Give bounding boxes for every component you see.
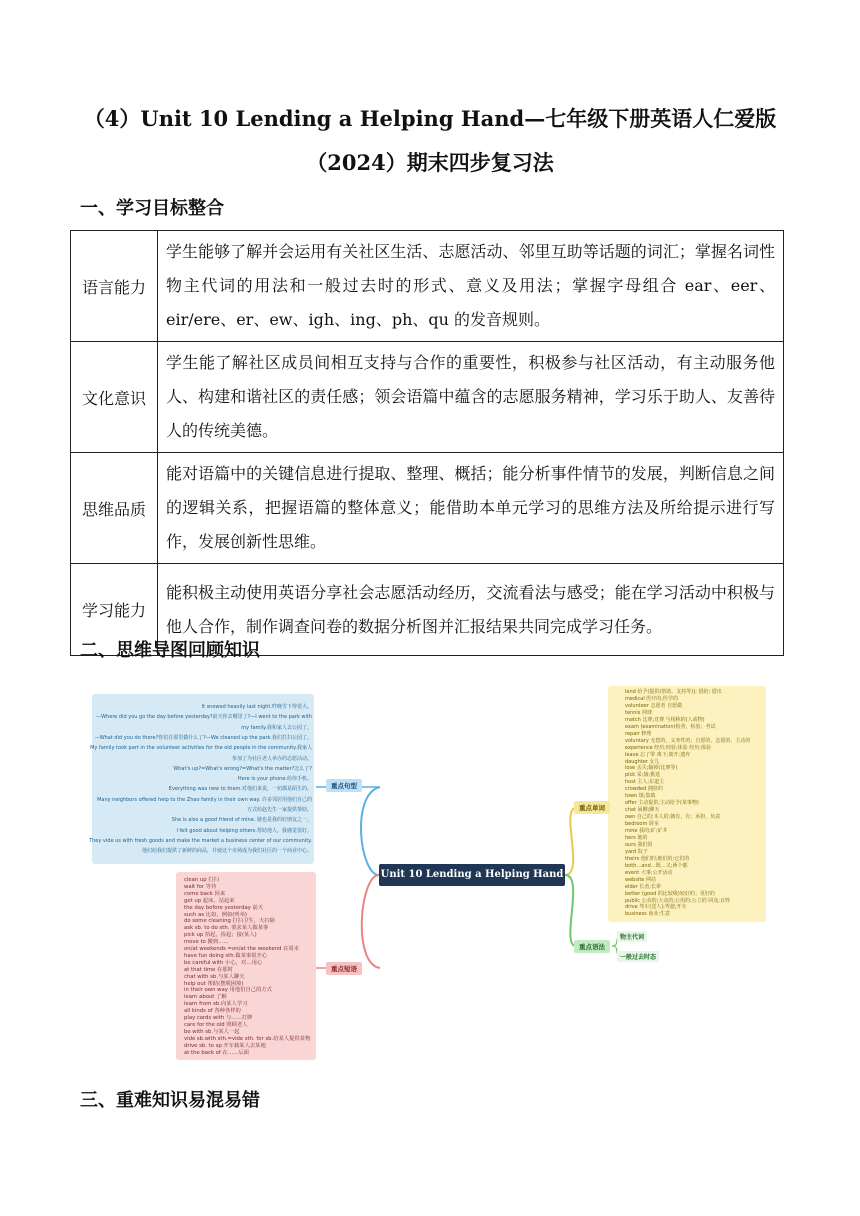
word-item: match 比赛;竞赛 与相称的(人或物) <box>625 716 705 723</box>
branch-sentences: 重点句型 <box>326 779 362 792</box>
section-heading-goals: 一、学习目标整合 <box>80 198 224 219</box>
section-heading-mindmap: 二、思维导图回顾知识 <box>80 640 260 661</box>
word-item: bedroom 卧室 <box>625 821 659 828</box>
word-item: exam (examination)检查，检验；考试 <box>625 723 716 730</box>
goal-category: 文化意识 <box>71 342 158 453</box>
word-item: public 公众的;大众的;公用的;公立的 同众;百姓 <box>625 897 730 904</box>
phrase-item: learn about 了解 <box>184 994 227 1001</box>
phrase-item: on/at weekends =on/at the weekend 在周末 <box>184 946 300 952</box>
section-heading-difficult-points: 三、重难知识易混易错 <box>80 1090 260 1111</box>
phrase-item: such as 比如，例如(列举) <box>184 911 247 918</box>
phrase-item: at the back of 在……后面 <box>184 1049 249 1056</box>
sentence-item: My family took part in the volunteer activities for the old people in the community.我家人 <box>90 745 312 752</box>
sentence-item: 参加了为社区老人举办的志愿活动。 <box>231 755 312 762</box>
word-item: volunteer 志愿者 自愿做 <box>625 702 683 709</box>
word-item: daughter 女儿 <box>625 758 660 765</box>
phrase-item: ask sb. to do sth. 要求某人做某事 <box>184 925 269 932</box>
sentence-item: I felt good about helping others.帮助他人，我感觉很好。 <box>176 827 312 834</box>
learning-goals-table <box>70 230 784 656</box>
phrase-item: be careful with 小心，对…用心 <box>184 959 263 966</box>
phrase-item: chat with sb.与某人聊天 <box>184 973 245 980</box>
sentence-item: They vide us with fresh goods and make the market a business center of our community. <box>89 837 312 844</box>
goal-description: 能积极主动使用英语分享社会志愿活动经历，交流看法与感受；能在学习活动中积极与他人合作，制作调查问卷的数据分析图并汇报结果共同完成学习任务。 <box>158 564 784 656</box>
phrase-item: be with sb.与某人一起 <box>184 1028 240 1035</box>
goal-description: 学生能够了解并会运用有关社区生活、志愿活动、邻里互助等话题的词汇；掌握名词性物主代词的用法和一般过去时的形式、意义及用法；掌握字母组合 ear、eer、eir/ere、er、ew、igh、ing、ph、qu 的发音规则。 <box>158 231 784 342</box>
word-item: own 自己的;本人的;拥有，有；承担，负责 <box>625 814 721 821</box>
phrase-item: the day before yesterday 前天 <box>184 904 264 911</box>
word-item: drive 驾车(送人);驾驶;开车 <box>625 904 687 911</box>
goal-category: 学习能力 <box>71 564 158 656</box>
word-item: both…and…既…又;两个都 <box>625 862 688 869</box>
mind-map <box>90 684 768 1062</box>
word-item: ours 我们的 <box>625 841 653 848</box>
word-item: voluntary 无偿的，义务性的；自愿的，志愿的，主动的 <box>625 737 751 744</box>
word-item: lose 丢失;输掉(比赛等) <box>625 765 678 772</box>
phrase-item: come back 回来 <box>184 890 226 897</box>
word-item: town 镇;集镇 <box>625 793 656 800</box>
doc-title-line2: （2024）期末四步复习法 <box>306 150 554 175</box>
word-item: chat 闲聊;聊天 <box>625 807 660 814</box>
phrase-item: play cards with 与……打牌 <box>184 1015 253 1021</box>
word-item: experience 经历;经验;体验 经历;体验 <box>625 744 711 751</box>
phrase-item: learn from sb.向某人学习 <box>184 1001 248 1008</box>
phrase-item: all kinds of 各种各样的 <box>184 1008 241 1015</box>
phrase-item: care for the old 照顾老人 <box>184 1021 248 1028</box>
sentence-item: 他们给我们提供了新鲜的商品，并使这个市场成为我们社区的一个商业中心。 <box>141 848 312 855</box>
phrase-item: vide sb.with sth.=vide sth. for sb.给某人提供某物 <box>184 1035 311 1042</box>
word-item: yard 院子 <box>625 848 648 855</box>
branch-words: 重点单词 <box>574 801 610 814</box>
sentence-item: Here is your phone.给你手机。 <box>237 776 312 783</box>
word-item: medical 医疗的;医学的 <box>625 695 678 702</box>
sentence-item: What's up?=What's wrong?=What's the matter?怎么了? <box>173 765 312 772</box>
word-item: business 商业;生意 <box>625 911 671 918</box>
grammar-item: 物主代词 <box>617 931 647 942</box>
grammar-item: 一般过去时态 <box>617 951 659 962</box>
phrase-item: help out 帮助(摆脱困境) <box>184 980 244 987</box>
phrase-item: do some cleaning 打扫卫生，大扫除 <box>184 918 275 925</box>
word-item: hers 她的 <box>625 834 648 841</box>
phrase-item: get up 起床，站起来 <box>184 897 235 904</box>
branch-phrases: 重点短语 <box>326 962 362 975</box>
word-item: repair 修理 <box>625 730 652 737</box>
phrase-item: drive sb. to sp.开车载某人去某地 <box>184 1042 266 1049</box>
table-row <box>71 231 784 342</box>
word-item: better (good 的比较级)较好的；更好的 <box>625 890 715 897</box>
sentence-item: It snowed heavily last night.昨晚雪下得很大。 <box>201 704 312 710</box>
goal-description: 学生能了解社区成员间相互支持与合作的重要性，积极参与社区活动，有主动服务他人、构建和谐社区的责任感；领会语篇中蕴含的志愿服务精神，学习乐于助人、友善待人的传统美德。 <box>158 342 784 453</box>
doc-title-line1: （4）Unit 10 Lending a Helping Hand—七年级下册英语人仁爱版 <box>83 106 777 131</box>
goal-category: 思维品质 <box>71 453 158 564</box>
phrase-item: pick up 拾起，捡起；接(某人) <box>184 932 257 939</box>
phrase-item: in their own way 用他们自己的方式 <box>184 987 272 994</box>
goal-category: 语言能力 <box>71 231 158 342</box>
sentence-item: —What did you do there?你们在那里做什么了?—We cleaned up the park.我们打扫公园了。 <box>94 734 312 741</box>
word-item: offer 主动提供;主动给予(某事物) <box>625 800 699 807</box>
word-item: crowded 拥挤的 <box>625 786 663 793</box>
sentence-item: —Where did you go the day before yesterday?前天你去哪里了?—I went to the park with <box>96 714 312 721</box>
word-item: mine 我的;矿;矿井 <box>625 828 668 834</box>
sentence-item: Many neighbors offered help to the Zhao family in their own way. 许多邻居用他们自己的 <box>97 796 312 803</box>
phrase-item: have fun doing sth.做某事很开心 <box>184 952 268 959</box>
word-item: lend 给予(提供(帮助、支持等)); 借给; 借出 <box>625 689 722 695</box>
word-item: elder 长者;长辈 <box>625 883 662 890</box>
phrase-item: clean up 打扫 <box>184 877 219 883</box>
word-item: theirs 他们的;她们的;它们的 <box>625 855 690 862</box>
word-item: leave 忘了带 离下;离开;遗弃 <box>625 751 691 758</box>
phrase-item: wait for 等待 <box>184 883 217 890</box>
table-row <box>71 453 784 564</box>
word-item: tennis 网球 <box>625 709 652 716</box>
table-row <box>71 342 784 453</box>
mind-map-center: Unit 10 Lending a Helping Hand <box>379 864 565 886</box>
sentence-item: She is also a good friend of mine. 她也是我的好朋友之一。 <box>171 817 312 824</box>
word-item: pick 采;摘;挑选 <box>625 772 661 779</box>
word-item: website 网站 <box>625 876 656 883</box>
goal-description: 能对语篇中的关键信息进行提取、整理、概括；能分析事件情节的发展，判断信息之间的逻辑关系，把握语篇的整体意义；能借助本单元学习的思维方法及所给提示进行写作，发展创新性思维。 <box>158 453 784 564</box>
word-item: event 大事;公开活动 <box>625 869 673 876</box>
sentence-item: Everything was new to them.对他们来说，一切都是陌生的。 <box>168 786 312 793</box>
phrase-item: at that time 在那时 <box>184 966 233 973</box>
branch-grammar: 重点语法 <box>574 940 610 953</box>
sentence-item: 方式给赵先生一家提供帮助。 <box>246 807 312 813</box>
sentence-item: my family.我和家人去公园了。 <box>241 724 312 731</box>
word-item: host 主人;东道主 <box>625 779 665 786</box>
phrase-item: move to 搬到…… <box>184 939 229 946</box>
